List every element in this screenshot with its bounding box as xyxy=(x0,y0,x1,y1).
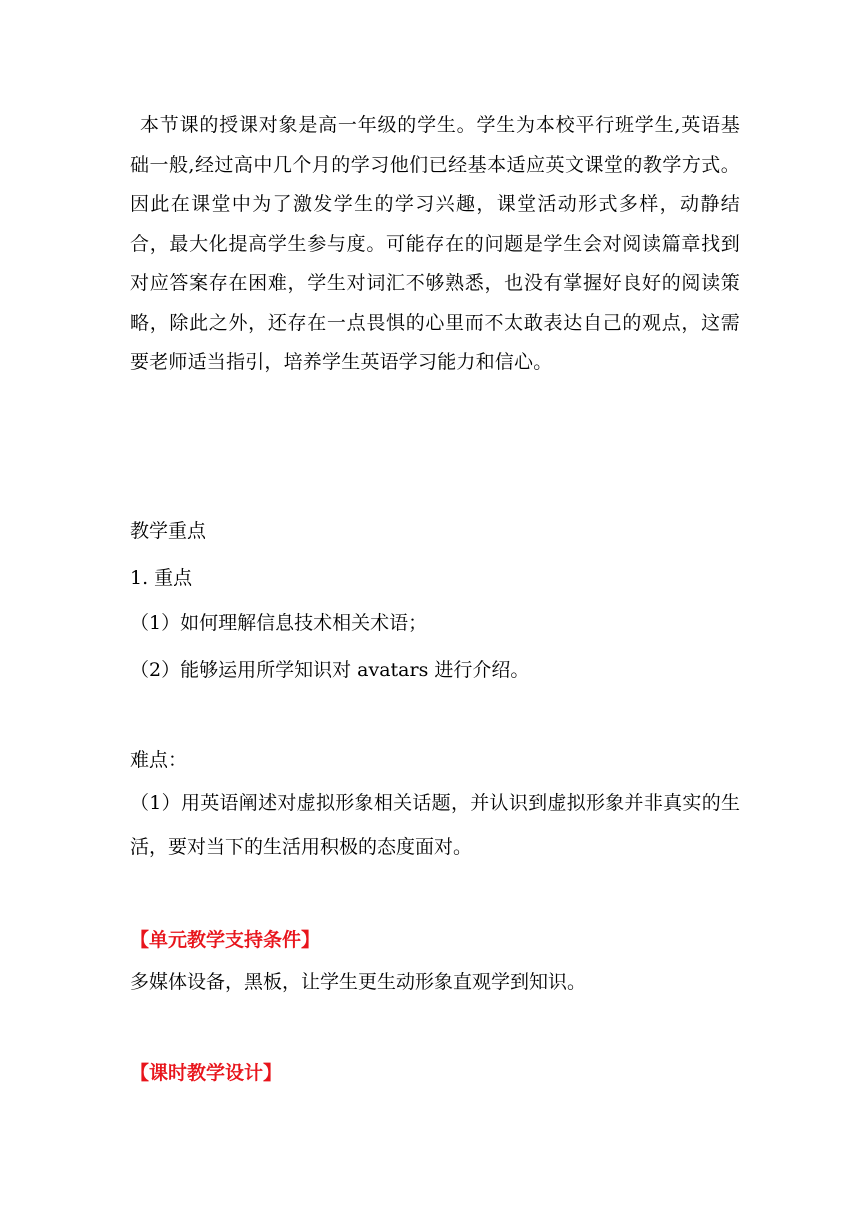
difficulties-heading: 难点： xyxy=(130,749,188,771)
teaching-focus-item: （1）如何理解信息技术相关术语； xyxy=(130,612,428,634)
intro-paragraph: 本节课的授课对象是高一年级的学生。学生为本校平行班学生,英语基础一般,经过高中几个月的学习他们已经基本适应英文课堂的教学方式。因此在课堂中为了激发学生的学习兴趣，课堂活动形式多样，动静结合，最大化提高学生参与度。可能存在的问题是学生会对阅读篇章找到对应答案存在困难，学生对词汇不够熟悉，也没有掌握好良好的阅读策略，除此之外，还存在一点畏惧的心里而不太敢表达自己的观点，这需要老师适当指引，培养学生英语学习能力和信心。 xyxy=(130,114,740,373)
teaching-focus-item: （2）能够运用所学知识对 avatars 进行介绍。 xyxy=(130,659,530,681)
difficulties-item: （1）用英语阐述对虚拟形象相关话题，并认识到虚拟形象并非真实的生活，要对当下的生活用积极的态度面对。 xyxy=(130,792,740,858)
lesson-design-heading: 【课时教学设计】 xyxy=(130,1062,283,1084)
support-conditions-text: 多媒体设备，黑板，让学生更生动形象直观学到知识。 xyxy=(130,971,587,993)
support-conditions-heading: 【单元教学支持条件】 xyxy=(130,929,321,951)
teaching-focus-heading: 教学重点 xyxy=(130,520,207,542)
teaching-focus-subheading: 1. 重点 xyxy=(130,567,193,589)
